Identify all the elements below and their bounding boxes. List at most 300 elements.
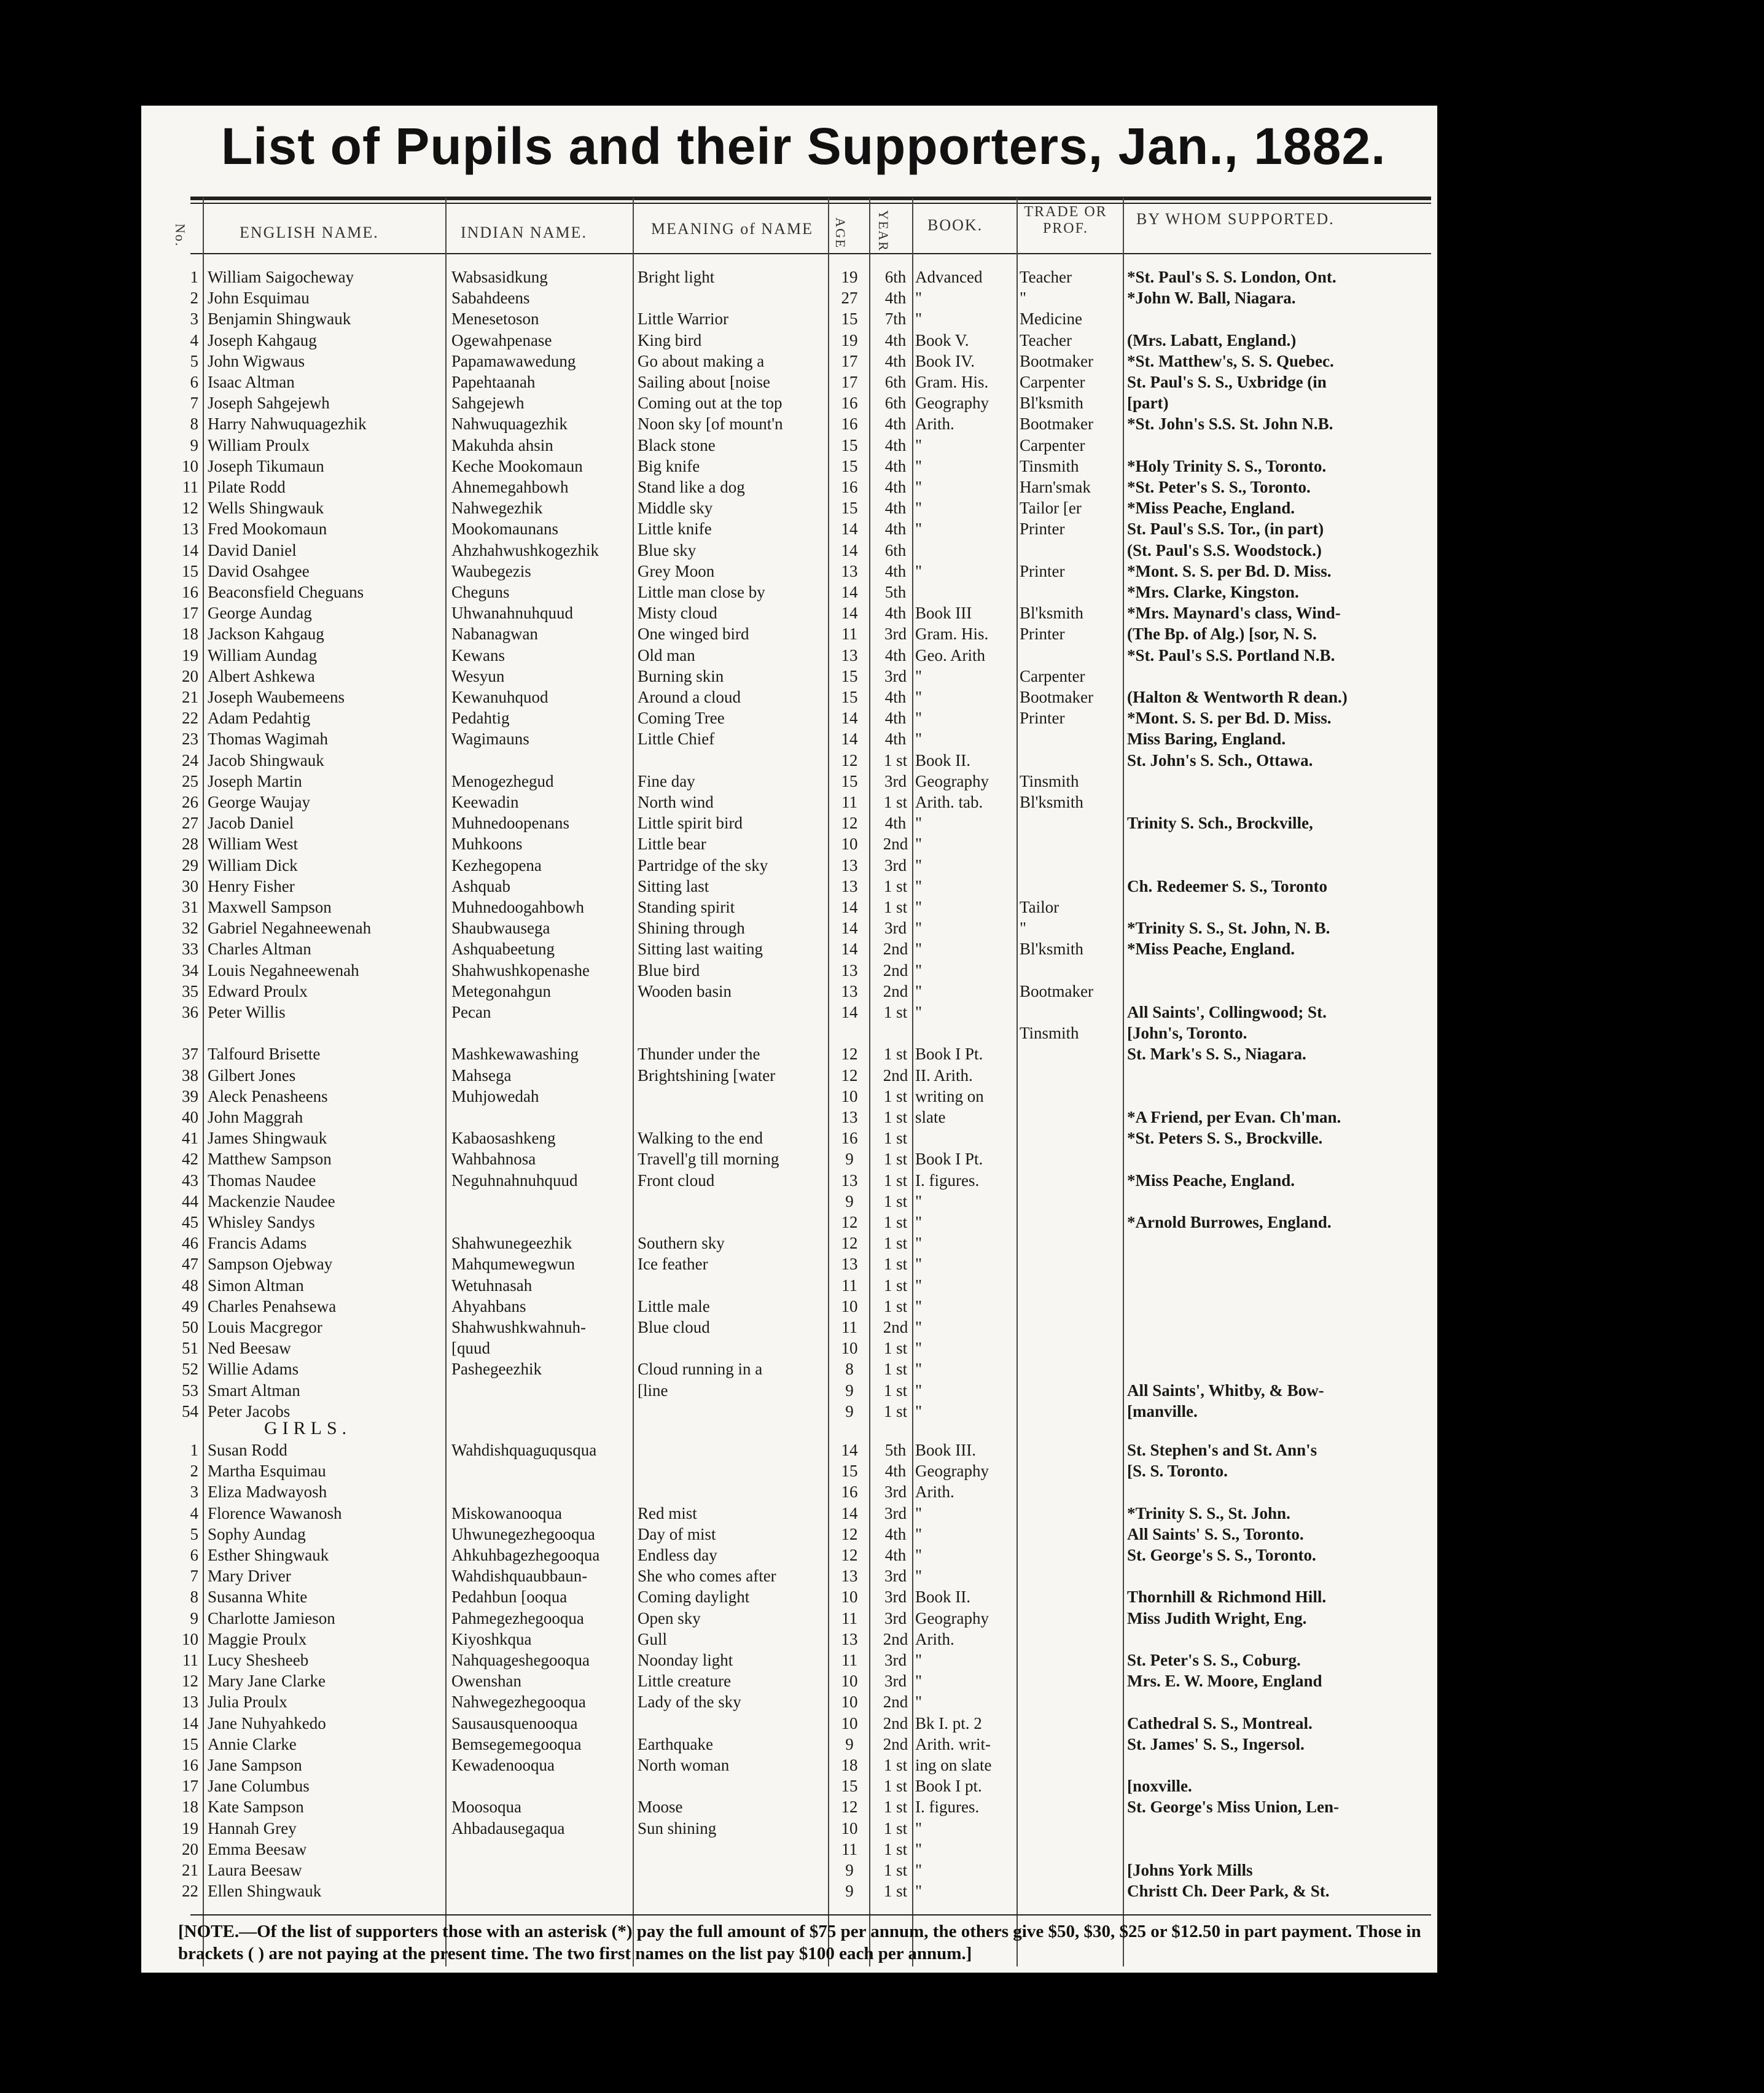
girls-row — [141, 1586, 1437, 1607]
boys-no-cell: 19 — [182, 645, 198, 665]
boys-row — [141, 435, 1437, 456]
girls-english-cell: Martha Esquimau — [208, 1462, 326, 1481]
boys-book-cell: Gram. His. — [915, 373, 989, 391]
boys-english-cell: William West — [208, 835, 298, 854]
boys-year-cell: 4th — [884, 645, 907, 665]
boys-english-cell: Albert Ashkewa — [208, 666, 315, 685]
boys-meaning-cell: Shining through — [638, 919, 745, 938]
boys-english-cell: Joseph Waubemeens — [208, 688, 345, 706]
girls-english-cell: Annie Clarke — [208, 1734, 297, 1753]
girls-english-cell: Julia Proulx — [208, 1693, 287, 1712]
boys-age-cell: 15 — [841, 666, 858, 685]
boys-meaning-cell: Blue cloud — [638, 1318, 710, 1336]
girls-age-cell: 16 — [841, 1483, 858, 1502]
boys-meaning-cell: Wooden basin — [638, 981, 732, 1000]
boys-book-cell: Book III — [915, 604, 972, 623]
boys-year-cell: 1 st — [883, 1213, 908, 1231]
boys-indian-cell: Keche Mookomaun — [451, 456, 583, 475]
girls-indian-cell: Sausausquenooqua — [451, 1713, 578, 1732]
boys-no-cell: 4 — [190, 330, 198, 349]
boys-no-cell: 54 — [182, 1401, 198, 1421]
girls-row — [141, 1650, 1437, 1670]
boys-year-cell: 6th — [884, 540, 907, 559]
boys-year-cell: 7th — [884, 310, 907, 329]
boys-no-cell: 41 — [182, 1129, 198, 1148]
boys-age-cell: 14 — [841, 709, 858, 728]
boys-no-cell: 36 — [182, 1003, 198, 1021]
boys-english-cell: Louis Macgregor — [208, 1318, 322, 1336]
boys-trade-cell: Tailor — [1020, 898, 1060, 916]
boys-english-cell: Peter Jacobs — [208, 1401, 291, 1421]
boys-english-cell: David Osahgee — [208, 561, 310, 580]
boys-meaning-cell: Southern sky — [638, 1234, 725, 1253]
boys-book-cell: " — [915, 1318, 923, 1336]
boys-age-cell: 16 — [841, 478, 858, 496]
girls-indian-cell: Ahkuhbagezhegooqua — [451, 1546, 600, 1565]
boys-supporter-cell: *St. Paul's S. S. London, Ont. — [1127, 268, 1337, 286]
boys-row — [141, 308, 1437, 329]
boys-age-cell: 14 — [841, 898, 858, 916]
boys-no-cell: 33 — [182, 940, 198, 959]
girls-book-cell: " — [915, 1693, 923, 1712]
boys-book-cell: " — [915, 1339, 923, 1358]
girls-supporter-cell: Mrs. E. W. Moore, England — [1127, 1672, 1322, 1691]
boys-age-cell: 13 — [841, 561, 858, 580]
boys-age-cell: 12 — [841, 1066, 858, 1085]
boys-book-cell: " — [915, 478, 923, 496]
boys-no-cell: 20 — [182, 666, 198, 685]
boys-age-cell: 15 — [841, 456, 858, 475]
boys-row — [141, 750, 1437, 771]
girls-english-cell: Florence Wawanosh — [208, 1503, 342, 1522]
girls-book-cell: I. figures. — [915, 1798, 980, 1817]
boys-meaning-cell: Travell'g till morning — [638, 1150, 779, 1169]
boys-indian-cell: Ashquabeetung — [451, 940, 555, 959]
girls-english-cell: Laura Beesaw — [208, 1861, 302, 1880]
boys-supporter-cell: *St. Paul's S.S. Portland N.B. — [1127, 645, 1335, 665]
boys-book-cell: Book I Pt. — [915, 1045, 983, 1064]
girls-no-cell: 5 — [190, 1524, 198, 1543]
girls-no-cell: 14 — [182, 1713, 198, 1732]
boys-meaning-cell: Old man — [638, 645, 695, 665]
girls-age-cell: 15 — [841, 1777, 858, 1796]
boys-supporter-cell: Ch. Redeemer S. S., Toronto — [1127, 876, 1328, 895]
girls-year-cell: 1 st — [883, 1798, 908, 1817]
boys-english-cell: James Shingwauk — [208, 1129, 327, 1148]
header-trade: TRADE OR PROF. — [1024, 204, 1107, 236]
boys-indian-cell: [quud — [451, 1339, 490, 1358]
boys-english-cell: Joseph Tikumaun — [208, 456, 324, 475]
boys-no-cell: 49 — [182, 1296, 198, 1315]
boys-no-cell: 45 — [182, 1213, 198, 1231]
boys-row — [141, 897, 1437, 918]
girls-indian-cell: Nahquageshegooqua — [451, 1651, 590, 1670]
boys-row — [141, 960, 1437, 981]
boys-row — [141, 1065, 1437, 1086]
girls-meaning-cell: She who comes after — [638, 1567, 776, 1586]
boys-no-cell: 37 — [182, 1045, 198, 1064]
header-supported: BY WHOM SUPPORTED. — [1136, 210, 1335, 228]
girls-year-cell: 1 st — [883, 1861, 908, 1880]
boys-no-cell: 35 — [182, 981, 198, 1000]
boys-year-cell: 4th — [884, 435, 907, 454]
boys-no-cell: 42 — [182, 1150, 198, 1169]
boys-no-cell: 29 — [182, 856, 198, 875]
girls-age-cell: 9 — [845, 1734, 854, 1753]
girls-book-cell: " — [915, 1861, 923, 1880]
boys-supporter-cell: *John W. Ball, Niagara. — [1127, 289, 1296, 308]
boys-year-cell: 2nd — [883, 1066, 908, 1085]
boys-age-cell: 8 — [845, 1360, 854, 1379]
girls-age-cell: 14 — [841, 1441, 858, 1460]
boys-meaning-cell: King bird — [638, 330, 702, 349]
boys-age-cell: 17 — [841, 351, 858, 370]
boys-row — [141, 518, 1437, 539]
boys-year-cell: 4th — [884, 561, 907, 580]
boys-age-cell: 17 — [841, 373, 858, 391]
boys-trade-cell: Bootmaker — [1020, 981, 1093, 1000]
boys-book-cell: " — [915, 709, 923, 728]
header-no: No. — [173, 224, 188, 247]
girls-age-cell: 18 — [841, 1756, 858, 1775]
boys-year-cell: 4th — [884, 499, 907, 518]
girls-age-cell: 11 — [841, 1839, 857, 1858]
girls-row — [141, 1839, 1437, 1860]
boys-indian-cell: Uhwanahnuhquud — [451, 604, 573, 623]
boys-book-cell: " — [915, 814, 923, 833]
boys-meaning-cell: Little knife — [638, 520, 712, 539]
boys-trade-cell: Medicine — [1020, 310, 1082, 329]
girls-supporter-cell: [S. S. Toronto. — [1127, 1462, 1228, 1481]
boys-no-cell: 8 — [190, 415, 198, 434]
girls-year-cell: 1 st — [883, 1818, 908, 1838]
boys-trade-cell: Printer — [1020, 709, 1065, 728]
boys-year-cell: 1 st — [883, 1234, 908, 1253]
girls-year-cell: 3rd — [884, 1651, 907, 1670]
girls-row — [141, 1775, 1437, 1796]
boys-age-cell: 12 — [841, 1045, 858, 1064]
girls-book-cell: Arith. writ- — [915, 1734, 991, 1753]
boys-english-cell: Whisley Sandys — [208, 1213, 315, 1231]
boys-book-cell: " — [915, 1191, 923, 1210]
boys-supporter-cell: *Holy Trinity S. S., Toronto. — [1127, 456, 1327, 475]
girls-year-cell: 4th — [884, 1462, 907, 1481]
boys-indian-cell: Pashegeezhik — [451, 1360, 542, 1379]
girls-row — [141, 1545, 1437, 1565]
girls-age-cell: 13 — [841, 1567, 858, 1586]
girls-book-cell: Book II. — [915, 1588, 970, 1607]
girls-meaning-cell: Gull — [638, 1629, 668, 1648]
boys-english-cell: John Wigwaus — [208, 351, 305, 370]
boys-row — [141, 1275, 1437, 1296]
girls-no-cell: 8 — [190, 1588, 198, 1607]
boys-row — [141, 938, 1437, 959]
header-year: YEAR — [876, 210, 891, 252]
girls-row — [141, 1818, 1437, 1839]
boys-trade-cell: Bootmaker — [1020, 351, 1093, 370]
boys-year-cell: 3rd — [884, 771, 907, 790]
girls-year-cell: 3rd — [884, 1567, 907, 1586]
girls-supporter-cell: St. Stephen's and St. Ann's — [1127, 1441, 1317, 1460]
girls-no-cell: 2 — [190, 1462, 198, 1481]
girls-english-cell: Sophy Aundag — [208, 1524, 306, 1543]
boys-meaning-cell: Partridge of the sky — [638, 856, 768, 875]
girls-age-cell: 13 — [841, 1629, 858, 1648]
boys-supporter-cell: St. Mark's S. S., Niagara. — [1127, 1045, 1306, 1064]
girls-indian-cell: Nahwegezhegooqua — [451, 1693, 586, 1712]
boys-year-cell: 1 st — [883, 1108, 908, 1126]
boys-supporter-cell: [John's, Toronto. — [1127, 1024, 1247, 1043]
girls-meaning-cell: Lady of the sky — [638, 1693, 741, 1712]
boys-no-cell: 11 — [182, 478, 198, 496]
boys-supporter-cell: (St. Paul's S.S. Woodstock.) — [1127, 540, 1322, 559]
girls-year-cell: 2nd — [883, 1693, 908, 1712]
girls-age-cell: 15 — [841, 1462, 858, 1481]
girls-age-cell: 11 — [841, 1651, 857, 1670]
boys-trade-cell: Printer — [1020, 625, 1065, 644]
boys-meaning-cell: Blue bird — [638, 961, 700, 980]
boys-age-cell: 13 — [841, 981, 858, 1000]
boys-row — [141, 1086, 1437, 1107]
boys-age-cell: 14 — [841, 919, 858, 938]
boys-english-cell: George Aundag — [208, 604, 312, 623]
boys-book-cell: I. figures. — [915, 1171, 980, 1190]
girls-meaning-cell: Sun shining — [638, 1818, 717, 1838]
boys-meaning-cell: Go about making a — [638, 351, 765, 370]
girls-indian-cell: Kewadenooqua — [451, 1756, 555, 1775]
boys-indian-cell: Kabaosashkeng — [451, 1129, 556, 1148]
boys-row — [141, 1023, 1437, 1043]
boys-row — [141, 666, 1437, 687]
boys-book-cell: " — [915, 499, 923, 518]
boys-meaning-cell: Front cloud — [638, 1171, 715, 1190]
boys-supporter-cell: [part) — [1127, 394, 1169, 413]
girls-book-cell: " — [915, 1818, 923, 1838]
boys-meaning-cell: Bright light — [638, 268, 715, 286]
boys-row — [141, 981, 1437, 1002]
girls-row — [141, 1481, 1437, 1502]
girls-supporter-cell: Miss Judith Wright, Eng. — [1127, 1608, 1307, 1627]
boys-age-cell: 14 — [841, 730, 858, 749]
boys-supporter-cell: *St. Matthew's, S. S. Quebec. — [1127, 351, 1334, 370]
boys-indian-cell: Wagimauns — [451, 730, 529, 749]
boys-age-cell: 15 — [841, 499, 858, 518]
boys-year-cell: 1 st — [883, 1339, 908, 1358]
boys-book-cell: " — [915, 730, 923, 749]
boys-age-cell: 13 — [841, 876, 858, 895]
boys-trade-cell: Bl'ksmith — [1020, 604, 1083, 623]
girls-english-cell: Kate Sampson — [208, 1798, 304, 1817]
boys-indian-cell: Muhkoons — [451, 835, 523, 854]
boys-meaning-cell: Stand like a dog — [638, 478, 745, 496]
boys-trade-cell: Carpenter — [1020, 373, 1085, 391]
girls-year-cell: 1 st — [883, 1777, 908, 1796]
girls-indian-cell: Ahbadausegaqua — [451, 1818, 565, 1838]
boys-trade-cell: Teacher — [1020, 330, 1072, 349]
girls-book-cell: Arith. — [915, 1629, 954, 1648]
footer-rule — [190, 1914, 1431, 1916]
girls-indian-cell: Owenshan — [451, 1672, 521, 1691]
girls-indian-cell: Kiyoshkqua — [451, 1629, 532, 1648]
girls-supporter-cell: St. James' S. S., Ingersol. — [1127, 1734, 1305, 1753]
boys-no-cell: 3 — [190, 310, 198, 329]
girls-meaning-cell: Open sky — [638, 1608, 701, 1627]
boys-english-cell: Wells Shingwauk — [208, 499, 324, 518]
boys-indian-cell: Pedahtig — [451, 709, 510, 728]
boys-indian-cell: Mookomaunans — [451, 520, 558, 539]
girls-book-cell: Geography — [915, 1608, 989, 1627]
girls-heading: GIRLS. — [264, 1418, 352, 1438]
girls-age-cell: 10 — [841, 1693, 858, 1712]
boys-book-cell: " — [915, 1255, 923, 1274]
girls-book-cell: " — [915, 1503, 923, 1522]
boys-age-cell: 9 — [845, 1401, 854, 1421]
boys-indian-cell: Papehtaanah — [451, 373, 536, 391]
boys-meaning-cell: One winged bird — [638, 625, 749, 644]
boys-age-cell: 13 — [841, 1255, 858, 1274]
boys-row — [141, 1002, 1437, 1023]
girls-indian-cell: Bemsegemegooqua — [451, 1734, 582, 1753]
girls-no-cell: 19 — [182, 1818, 198, 1838]
boys-meaning-cell: Coming out at the top — [638, 394, 782, 413]
boys-indian-cell: Menesetoson — [451, 310, 539, 329]
girls-year-cell: 4th — [884, 1546, 907, 1565]
boys-year-cell: 1 st — [883, 1191, 908, 1210]
girls-year-cell: 5th — [884, 1441, 907, 1460]
girls-english-cell: Mary Driver — [208, 1567, 291, 1586]
boys-book-cell: " — [915, 1401, 923, 1421]
girls-age-cell: 9 — [845, 1882, 854, 1901]
boys-age-cell: 10 — [841, 1339, 858, 1358]
boys-meaning-cell: Brightshining [water — [638, 1066, 776, 1085]
boys-meaning-cell: Sitting last — [638, 876, 709, 895]
boys-age-cell: 12 — [841, 814, 858, 833]
boys-book-cell: " — [915, 1003, 923, 1021]
boys-meaning-cell: Little spirit bird — [638, 814, 743, 833]
boys-row — [141, 1043, 1437, 1064]
header-english-name: ENGLISH NAME. — [240, 224, 379, 241]
girls-english-cell: Mary Jane Clarke — [208, 1672, 326, 1691]
boys-age-cell: 12 — [841, 1213, 858, 1231]
boys-supporter-cell: [manville. — [1127, 1401, 1198, 1421]
boys-english-cell: Maxwell Sampson — [208, 898, 332, 916]
boys-supporter-cell: All Saints', Collingwood; St. — [1127, 1003, 1327, 1021]
boys-trade-cell: Bootmaker — [1020, 415, 1093, 434]
girls-book-cell: Geography — [915, 1462, 989, 1481]
boys-book-cell: " — [915, 919, 923, 938]
boys-age-cell: 13 — [841, 1171, 858, 1190]
girls-supporter-cell: [Johns York Mills — [1127, 1861, 1253, 1880]
girls-indian-cell: Wahdishquaguqusqua — [451, 1441, 597, 1460]
boys-supporter-cell: (Mrs. Labatt, England.) — [1127, 330, 1297, 349]
boys-no-cell: 12 — [182, 499, 198, 518]
boys-row — [141, 687, 1437, 707]
girls-row — [141, 1629, 1437, 1650]
boys-no-cell: 31 — [182, 898, 198, 916]
boys-meaning-cell: Big knife — [638, 456, 700, 475]
boys-english-cell: Gilbert Jones — [208, 1066, 296, 1085]
boys-year-cell: 4th — [884, 351, 907, 370]
boys-english-cell: John Esquimau — [208, 289, 310, 308]
header-meaning: MEANING of NAME — [651, 220, 813, 238]
boys-book-cell: " — [915, 435, 923, 454]
boys-year-cell: 1 st — [883, 1381, 908, 1400]
boys-english-cell: William Dick — [208, 856, 298, 875]
boys-book-cell: " — [915, 1296, 923, 1315]
boys-year-cell: 1 st — [883, 1171, 908, 1190]
girls-english-cell: Jane Columbus — [208, 1777, 310, 1796]
boys-no-cell: 52 — [182, 1360, 198, 1379]
boys-year-cell: 1 st — [883, 793, 908, 811]
girls-book-cell: " — [915, 1546, 923, 1565]
girls-age-cell: 10 — [841, 1713, 858, 1732]
document-page — [141, 106, 1437, 1973]
boys-english-cell: Gabriel Negahneewenah — [208, 919, 372, 938]
boys-age-cell: 27 — [841, 289, 858, 308]
boys-row — [141, 497, 1437, 518]
boys-no-cell: 28 — [182, 835, 198, 854]
girls-supporter-cell: All Saints' S. S., Toronto. — [1127, 1524, 1304, 1543]
girls-year-cell: 1 st — [883, 1756, 908, 1775]
boys-age-cell: 10 — [841, 835, 858, 854]
boys-indian-cell: Sabahdeens — [451, 289, 530, 308]
boys-english-cell: Pilate Rodd — [208, 478, 286, 496]
boys-indian-cell: Mashkewawashing — [451, 1045, 579, 1064]
header-indian-name: INDIAN NAME. — [461, 224, 587, 241]
girls-supporter-cell: St. Peter's S. S., Coburg. — [1127, 1651, 1301, 1670]
boys-no-cell: 32 — [182, 919, 198, 938]
girls-row — [141, 1691, 1437, 1712]
boys-row — [141, 728, 1437, 749]
boys-supporter-cell: *Miss Peache, England. — [1127, 940, 1295, 959]
boys-row — [141, 792, 1437, 813]
boys-age-cell: 11 — [841, 1276, 857, 1295]
boys-supporter-cell: *Mont. S. S. per Bd. D. Miss. — [1127, 709, 1332, 728]
girls-book-cell: " — [915, 1672, 923, 1691]
girls-meaning-cell: North woman — [638, 1756, 730, 1775]
boys-english-cell: Sampson Ojebway — [208, 1255, 333, 1274]
girls-indian-cell: Wahdishquaubbaun- — [451, 1567, 588, 1586]
boys-row — [141, 1358, 1437, 1379]
girls-year-cell: 1 st — [883, 1882, 908, 1901]
boys-book-cell: " — [915, 940, 923, 959]
boys-row — [141, 1148, 1437, 1169]
girls-book-cell: " — [915, 1524, 923, 1543]
girls-indian-cell: Moosoqua — [451, 1798, 521, 1817]
boys-indian-cell: Shahwushkwahnuh- — [451, 1318, 586, 1336]
header-rule-thin — [190, 203, 1431, 204]
boys-age-cell: 14 — [841, 520, 858, 539]
girls-english-cell: Charlotte Jamieson — [208, 1608, 335, 1627]
boys-english-cell: Edward Proulx — [208, 981, 308, 1000]
boys-no-cell: 18 — [182, 625, 198, 644]
boys-book-cell: Book V. — [915, 330, 969, 349]
boys-indian-cell: Kezhegopena — [451, 856, 542, 875]
girls-row — [141, 1565, 1437, 1586]
boys-book-cell: " — [915, 835, 923, 854]
boys-indian-cell: Muhnedoopenans — [451, 814, 569, 833]
boys-no-cell: 26 — [182, 793, 198, 811]
boys-no-cell: 1 — [190, 268, 198, 286]
boys-year-cell: 3rd — [884, 625, 907, 644]
boys-year-cell: 4th — [884, 456, 907, 475]
boys-age-cell: 16 — [841, 1129, 858, 1148]
boys-age-cell: 9 — [845, 1191, 854, 1210]
boys-year-cell: 4th — [884, 415, 907, 434]
boys-supporter-cell: *Miss Peache, England. — [1127, 1171, 1295, 1190]
girls-no-cell: 7 — [190, 1567, 198, 1586]
girls-book-cell: Arith. — [915, 1483, 954, 1502]
